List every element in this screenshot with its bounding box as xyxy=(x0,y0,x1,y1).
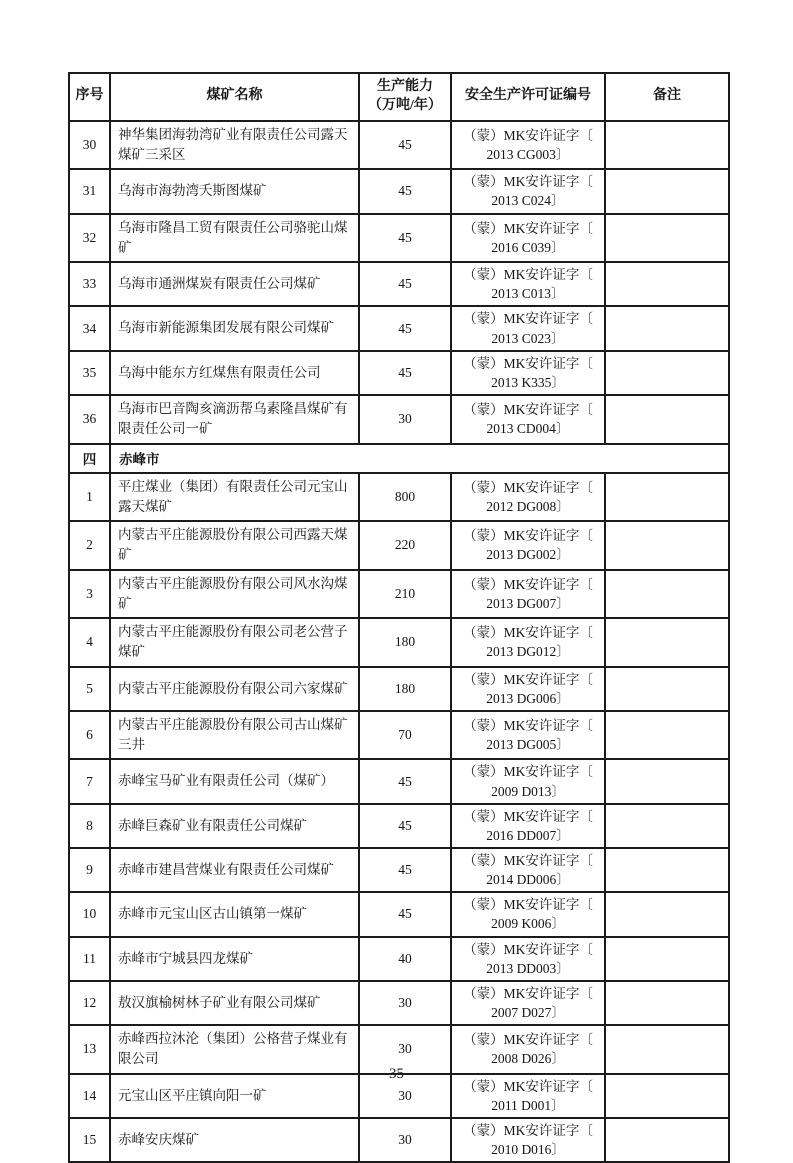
capacity-value: 180 xyxy=(359,667,451,711)
remark-cell xyxy=(605,214,729,263)
capacity-value: 30 xyxy=(359,981,451,1025)
section-row xyxy=(69,444,729,473)
remark-cell xyxy=(605,395,729,444)
table-row xyxy=(69,521,729,570)
license-cell xyxy=(451,937,605,981)
remark-cell xyxy=(605,804,729,848)
license-cell xyxy=(451,521,605,570)
remark-cell xyxy=(605,169,729,213)
license-cell xyxy=(451,848,605,892)
section-title: 赤峰市 xyxy=(110,444,729,473)
table-row xyxy=(69,892,729,936)
license-line2: 2013 DG007〕 xyxy=(486,595,570,611)
table-row xyxy=(69,570,729,619)
header-no: 序号 xyxy=(69,73,110,121)
remark-cell xyxy=(605,262,729,306)
row-no: 2 xyxy=(69,521,110,570)
table-row xyxy=(69,169,729,213)
remark-cell xyxy=(605,759,729,803)
mine-name: 乌海市隆昌工贸有限责任公司骆驼山煤矿 xyxy=(110,214,359,263)
license-line1: （蒙）MK安许证字〔 xyxy=(463,1032,593,1048)
page-number: 35 xyxy=(389,1066,404,1082)
license-line2: 2007 D027〕 xyxy=(491,1005,565,1021)
license-line2: 2011 D001〕 xyxy=(491,1097,565,1113)
remark-cell xyxy=(605,892,729,936)
table-row xyxy=(69,214,729,263)
mine-name: 赤峰市宁城县四龙煤矿 xyxy=(110,937,359,981)
capacity-value: 30 xyxy=(359,1118,451,1162)
license-line1: （蒙）MK安许证字〔 xyxy=(463,852,593,868)
table-row xyxy=(69,667,729,711)
mine-name: 内蒙古平庄能源股份有限公司古山煤矿三井 xyxy=(110,711,359,760)
capacity-value: 800 xyxy=(359,473,451,522)
license-line2: 2013 CG003〕 xyxy=(486,147,570,163)
remark-cell xyxy=(605,521,729,570)
license-cell xyxy=(451,618,605,667)
mine-name: 内蒙古平庄能源股份有限公司六家煤矿 xyxy=(110,667,359,711)
row-no: 12 xyxy=(69,981,110,1025)
mine-name: 内蒙古平庄能源股份有限公司老公营子煤矿 xyxy=(110,618,359,667)
license-cell xyxy=(451,121,605,170)
license-line2: 2013 C023〕 xyxy=(491,330,565,346)
license-line2: 2013 DG002〕 xyxy=(486,547,570,563)
table-row xyxy=(69,351,729,395)
license-line1: （蒙）MK安许证字〔 xyxy=(463,127,593,143)
mine-name: 内蒙古平庄能源股份有限公司西露天煤矿 xyxy=(110,521,359,570)
license-line2: 2016 DD007〕 xyxy=(486,827,570,843)
license-line1: （蒙）MK安许证字〔 xyxy=(463,985,593,1001)
table-row xyxy=(69,473,729,522)
capacity-value: 30 xyxy=(359,395,451,444)
license-line1: （蒙）MK安许证字〔 xyxy=(463,625,593,641)
row-no: 3 xyxy=(69,570,110,619)
mine-name: 元宝山区平庄镇向阳一矿 xyxy=(110,1074,359,1118)
capacity-value: 45 xyxy=(359,892,451,936)
table-row xyxy=(69,1118,729,1162)
header-license: 安全生产许可证编号 xyxy=(451,73,605,121)
mine-name: 赤峰宝马矿业有限责任公司（煤矿） xyxy=(110,759,359,803)
mine-name: 神华集团海勃湾矿业有限责任公司露天煤矿三采区 xyxy=(110,121,359,170)
license-line2: 2013 DG006〕 xyxy=(486,690,570,706)
remark-cell xyxy=(605,306,729,350)
remark-cell xyxy=(605,121,729,170)
remark-cell xyxy=(605,1118,729,1162)
capacity-value: 220 xyxy=(359,521,451,570)
row-no: 35 xyxy=(69,351,110,395)
license-line2: 2008 D026〕 xyxy=(491,1051,565,1067)
license-line1: （蒙）MK安许证字〔 xyxy=(463,174,593,190)
license-line2: 2013 C024〕 xyxy=(491,193,565,209)
remark-cell xyxy=(605,351,729,395)
table-row xyxy=(69,937,729,981)
remark-cell xyxy=(605,937,729,981)
license-line1: （蒙）MK安许证字〔 xyxy=(463,267,593,283)
license-line1: （蒙）MK安许证字〔 xyxy=(463,897,593,913)
header-capacity-line1: 生产能力 xyxy=(377,79,433,94)
remark-cell xyxy=(605,667,729,711)
row-no: 31 xyxy=(69,169,110,213)
license-cell xyxy=(451,759,605,803)
license-line1: （蒙）MK安许证字〔 xyxy=(463,220,593,236)
mine-name: 赤峰市建昌营煤业有限责任公司煤矿 xyxy=(110,848,359,892)
license-line1: （蒙）MK安许证字〔 xyxy=(463,717,593,733)
license-cell xyxy=(451,262,605,306)
license-line1: （蒙）MK安许证字〔 xyxy=(463,528,593,544)
license-line1: （蒙）MK安许证字〔 xyxy=(463,941,593,957)
license-cell xyxy=(451,395,605,444)
mine-name: 乌海市通洲煤炭有限责任公司煤矿 xyxy=(110,262,359,306)
remark-cell xyxy=(605,981,729,1025)
license-line2: 2016 C039〕 xyxy=(491,239,565,255)
table-row xyxy=(69,759,729,803)
mine-name: 乌海中能东方红煤焦有限责任公司 xyxy=(110,351,359,395)
row-no: 36 xyxy=(69,395,110,444)
row-no: 7 xyxy=(69,759,110,803)
capacity-value: 45 xyxy=(359,848,451,892)
capacity-value: 45 xyxy=(359,121,451,170)
table-header xyxy=(69,73,729,121)
mine-name: 平庄煤业（集团）有限责任公司元宝山露天煤矿 xyxy=(110,473,359,522)
license-line1: （蒙）MK安许证字〔 xyxy=(463,576,593,592)
license-line2: 2014 DD006〕 xyxy=(486,872,570,888)
mine-name: 赤峰巨森矿业有限责任公司煤矿 xyxy=(110,804,359,848)
license-line1: （蒙）MK安许证字〔 xyxy=(463,1123,593,1139)
license-cell xyxy=(451,711,605,760)
header-capacity xyxy=(359,73,451,121)
table-row xyxy=(69,981,729,1025)
mine-name: 乌海市海勃湾夭斯图煤矿 xyxy=(110,169,359,213)
capacity-value: 45 xyxy=(359,804,451,848)
license-cell xyxy=(451,169,605,213)
document-page xyxy=(68,72,730,1163)
license-line2: 2013 DD003〕 xyxy=(486,960,570,976)
license-line2: 2009 K006〕 xyxy=(491,916,565,932)
table-row xyxy=(69,262,729,306)
row-no: 13 xyxy=(69,1025,110,1074)
license-line1: （蒙）MK安许证字〔 xyxy=(463,311,593,327)
row-no: 8 xyxy=(69,804,110,848)
capacity-value: 70 xyxy=(359,711,451,760)
capacity-value: 30 xyxy=(359,1025,451,1074)
row-no: 32 xyxy=(69,214,110,263)
row-no: 4 xyxy=(69,618,110,667)
license-line2: 2013 DG012〕 xyxy=(486,644,570,660)
table-row xyxy=(69,804,729,848)
license-cell xyxy=(451,981,605,1025)
capacity-value: 30 xyxy=(359,1074,451,1118)
header-mine-name: 煤矿名称 xyxy=(110,73,359,121)
remark-cell xyxy=(605,848,729,892)
section-no: 四 xyxy=(69,444,110,473)
capacity-value: 180 xyxy=(359,618,451,667)
license-line2: 2009 D013〕 xyxy=(491,783,565,799)
license-line2: 2010 D016〕 xyxy=(491,1142,565,1158)
license-line2: 2013 C013〕 xyxy=(491,286,565,302)
header-row xyxy=(69,73,729,121)
license-cell xyxy=(451,804,605,848)
mine-name: 内蒙古平庄能源股份有限公司风水沟煤矿 xyxy=(110,570,359,619)
license-cell xyxy=(451,570,605,619)
row-no: 11 xyxy=(69,937,110,981)
header-capacity-line2: （万吨/年） xyxy=(368,97,442,113)
license-cell xyxy=(451,214,605,263)
license-line1: （蒙）MK安许证字〔 xyxy=(463,764,593,780)
mine-name: 赤峰西拉沐沦（集团）公格营子煤业有限公司 xyxy=(110,1025,359,1074)
license-line1: （蒙）MK安许证字〔 xyxy=(463,355,593,371)
capacity-value: 45 xyxy=(359,214,451,263)
mine-name: 赤峰市元宝山区古山镇第一煤矿 xyxy=(110,892,359,936)
capacity-value: 45 xyxy=(359,262,451,306)
license-line1: （蒙）MK安许证字〔 xyxy=(463,808,593,824)
row-no: 14 xyxy=(69,1074,110,1118)
table-row xyxy=(69,618,729,667)
remark-cell xyxy=(605,711,729,760)
mine-name: 赤峰安庆煤矿 xyxy=(110,1118,359,1162)
table-row xyxy=(69,306,729,350)
license-line2: 2013 CD004〕 xyxy=(486,421,570,437)
row-no: 5 xyxy=(69,667,110,711)
capacity-value: 45 xyxy=(359,306,451,350)
table-row xyxy=(69,395,729,444)
table-row xyxy=(69,711,729,760)
capacity-value: 45 xyxy=(359,759,451,803)
license-cell xyxy=(451,892,605,936)
row-no: 6 xyxy=(69,711,110,760)
mine-name: 敖汉旗榆树林子矿业有限公司煤矿 xyxy=(110,981,359,1025)
row-no: 33 xyxy=(69,262,110,306)
license-line1: （蒙）MK安许证字〔 xyxy=(463,402,593,418)
coal-mine-table xyxy=(68,72,730,1163)
license-line1: （蒙）MK安许证字〔 xyxy=(463,671,593,687)
capacity-value: 45 xyxy=(359,351,451,395)
capacity-value: 210 xyxy=(359,570,451,619)
mine-table-body xyxy=(69,121,729,1163)
row-no: 15 xyxy=(69,1118,110,1162)
row-no: 34 xyxy=(69,306,110,350)
row-no: 1 xyxy=(69,473,110,522)
license-line1: （蒙）MK安许证字〔 xyxy=(463,1078,593,1094)
row-no: 30 xyxy=(69,121,110,170)
remark-cell xyxy=(605,618,729,667)
mine-name: 乌海市巴音陶亥滴沥帮乌素隆昌煤矿有限责任公司一矿 xyxy=(110,395,359,444)
row-no: 10 xyxy=(69,892,110,936)
remark-cell xyxy=(605,473,729,522)
license-line1: （蒙）MK安许证字〔 xyxy=(463,479,593,495)
license-line2: 2013 DG005〕 xyxy=(486,737,570,753)
capacity-value: 40 xyxy=(359,937,451,981)
license-cell xyxy=(451,667,605,711)
license-cell xyxy=(451,351,605,395)
table-row xyxy=(69,121,729,170)
table-row xyxy=(69,848,729,892)
license-line2: 2012 DG008〕 xyxy=(486,498,570,514)
license-cell xyxy=(451,1118,605,1162)
license-cell xyxy=(451,473,605,522)
header-remark: 备注 xyxy=(605,73,729,121)
license-line2: 2013 K335〕 xyxy=(491,374,565,390)
row-no: 9 xyxy=(69,848,110,892)
license-cell xyxy=(451,306,605,350)
remark-cell xyxy=(605,570,729,619)
mine-name: 乌海市新能源集团发展有限公司煤矿 xyxy=(110,306,359,350)
capacity-value: 45 xyxy=(359,169,451,213)
